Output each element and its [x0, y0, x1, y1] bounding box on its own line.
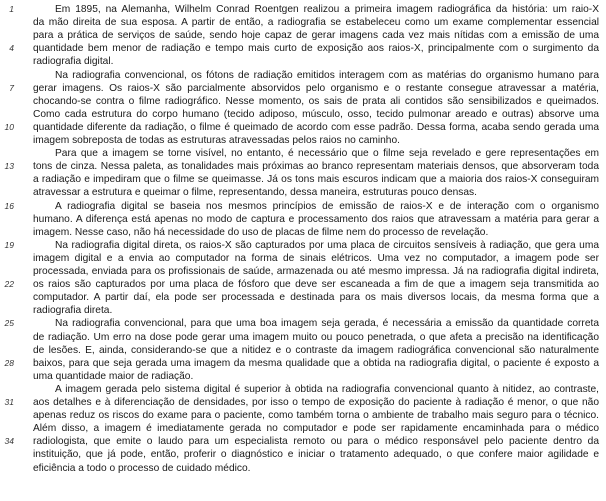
text-line: Em 1895, na Alemanha, Wilhelm Conrad Roentgen realizou a primeira imagem radiográfica da história: um raio-X	[55, 4, 599, 15]
line-number: 34	[4, 436, 14, 447]
text-line: de lesões. E, ainda, considerando-se que a nitidez e o contraste da imagem radiográfica convencional são naturalmente	[33, 344, 599, 356]
text-line: de radiação. Um erro na dose pode gerar uma imagem muito ou pouco penetrada, o que afeta a precisão na identificação	[33, 331, 599, 343]
line-number: 22	[4, 279, 14, 290]
line-number: 13	[4, 161, 14, 172]
text-line: imagem digital e a envia ao computador na forma de sinais elétricos. Uma vez no computador, a imagem pode ser	[33, 252, 599, 264]
text-line: tons de cinza. Nessa paleta, as tonalidades mais próximas ao branco representam materiais densos, que absorveram toda	[33, 161, 599, 173]
text-line: A imagem gerada pelo sistema digital é superior à obtida na radiografia convencional quanto à nitidez, ao contraste,	[55, 383, 599, 395]
text-line: Na radiografia convencional, para que uma boa imagem seja gerada, é necessária a emissão da quantidade correta	[55, 318, 599, 330]
line-number: 19	[4, 239, 14, 250]
text-line: baixos, para que seja gerada uma imagem da mesma qualidade que a obtida na radiografia digital, o paciente é exposto a	[33, 357, 599, 369]
text-line: da mão direita de sua esposa. A partir de então, a radiografia se estabeleceu como um exame complementar essencial	[33, 17, 599, 29]
text-line: Para que a imagem se torne visível, no entanto, é necessário que o filme seja revelado e gere representações em	[55, 148, 599, 160]
line-number: 10	[4, 121, 14, 132]
text-line: apenas reduz os riscos do exame para o paciente, como também torna o ambiente de trabalho mais seguro para o técnico.	[33, 410, 599, 422]
line-number: 7	[9, 82, 14, 93]
text-line: radiografia digital.	[33, 56, 114, 68]
text-line: eficiência a todo o processo de cuidado médico.	[33, 462, 251, 474]
line-number: 16	[4, 200, 14, 211]
text-line: computador. A partir daí, ela pode ser processada e destinada para os mais diversos locais, da mesma forma que a	[33, 292, 599, 304]
text-line: quantidade diferente da radiação, o filme é queimado de acordo com esse padrão. Dessa forma, acaba sendo gerada uma	[33, 121, 599, 133]
text-line: os raios são capturados por uma placa de fósforo que deve ser escaneada a fim de que a imagem seja transmitida ao	[33, 279, 599, 291]
text-line: instituição, que já pode, então, proferir o diagnóstico e iniciar o tratamento adequado, o que confere maior agilidade e	[33, 449, 599, 461]
text-line: A radiografia digital se baseia nos mesmos princípios de emissão de raios-X e de interação com o organismo	[55, 200, 599, 212]
text-line: radiologista, que emite o laudo para um especialista remoto ou para o médico responsável pelo paciente dentro da	[33, 436, 599, 448]
line-number: 1	[9, 4, 14, 14]
text-line: Além disso, a imagem é imediatamente gerada no computador e pode ser rapidamente encaminhada para o médico	[33, 423, 599, 435]
line-number: 28	[4, 357, 14, 368]
line-number: 31	[4, 397, 14, 407]
text-line: humano. A diferença está apenas no modo de captura e processamento dos raios que atravessam a matéria para gerar a	[33, 213, 599, 225]
line-number: 25	[4, 318, 14, 329]
text-line: atravessar a estrutura e queimar o filme, representando, dessa maneira, estruturas pouco densas.	[33, 187, 477, 199]
text-line: imagem sobreposta de todas as estruturas atravessadas pelos raios no caminho.	[33, 135, 400, 146]
text-line: uma quantidade maior de radiação.	[33, 370, 194, 382]
text-line: Na radiografia convencional, os fótons de radiação emitidos interagem com as matérias do organismo humano para	[55, 69, 599, 81]
text-line: Como cada estrutura do corpo humano (tecido adiposo, músculo, osso, tecido pulmonar areado e outras) absorve uma	[33, 108, 599, 120]
text-line: Na radiografia digital direta, os raios-X são capturados por uma placa de circuitos sensíveis à radiação, que gera uma	[55, 239, 599, 251]
text-line: quantidade bem menor de radiação e tempo mais curto de exposição aos raios-X, principalmente com o surgimento da	[33, 43, 599, 55]
text-line: imagem. Nesse caso, não há necessidade do uso de placas de filme nem do processo de revelação.	[33, 226, 489, 238]
text-line: aos detalhes e à diferenciação de densidades, por isso o tempo de exposição do paciente à radiação é menor, o que não	[33, 397, 599, 408]
text-line: processada, enviada para os profissionais de saúde, armazenada ou até mesmo impressa. Já na radiografia digital indireta,	[33, 266, 599, 277]
text-line: radiografia direta.	[33, 305, 113, 317]
text-line: chocando-se contra o filme radiográfico. Nesse momento, os sais de prata ali contidos são sensibilizados e queimados.	[33, 95, 599, 107]
text-line: gerar imagens. Os raios-X são parcialmente absorvidos pelo organismo e o restante consegue atravessar a matéria,	[33, 82, 599, 94]
text-line: a radiação e impediram que o filme se queimasse. Já os tons mais escuros indicam que a maioria dos raios-X conseguiram	[33, 174, 599, 186]
text-line: para a prática de serviços de saúde, sendo hoje capaz de gerar imagens cada vez mais nítidas com a emissão de uma	[33, 30, 599, 42]
line-number: 4	[9, 43, 14, 54]
